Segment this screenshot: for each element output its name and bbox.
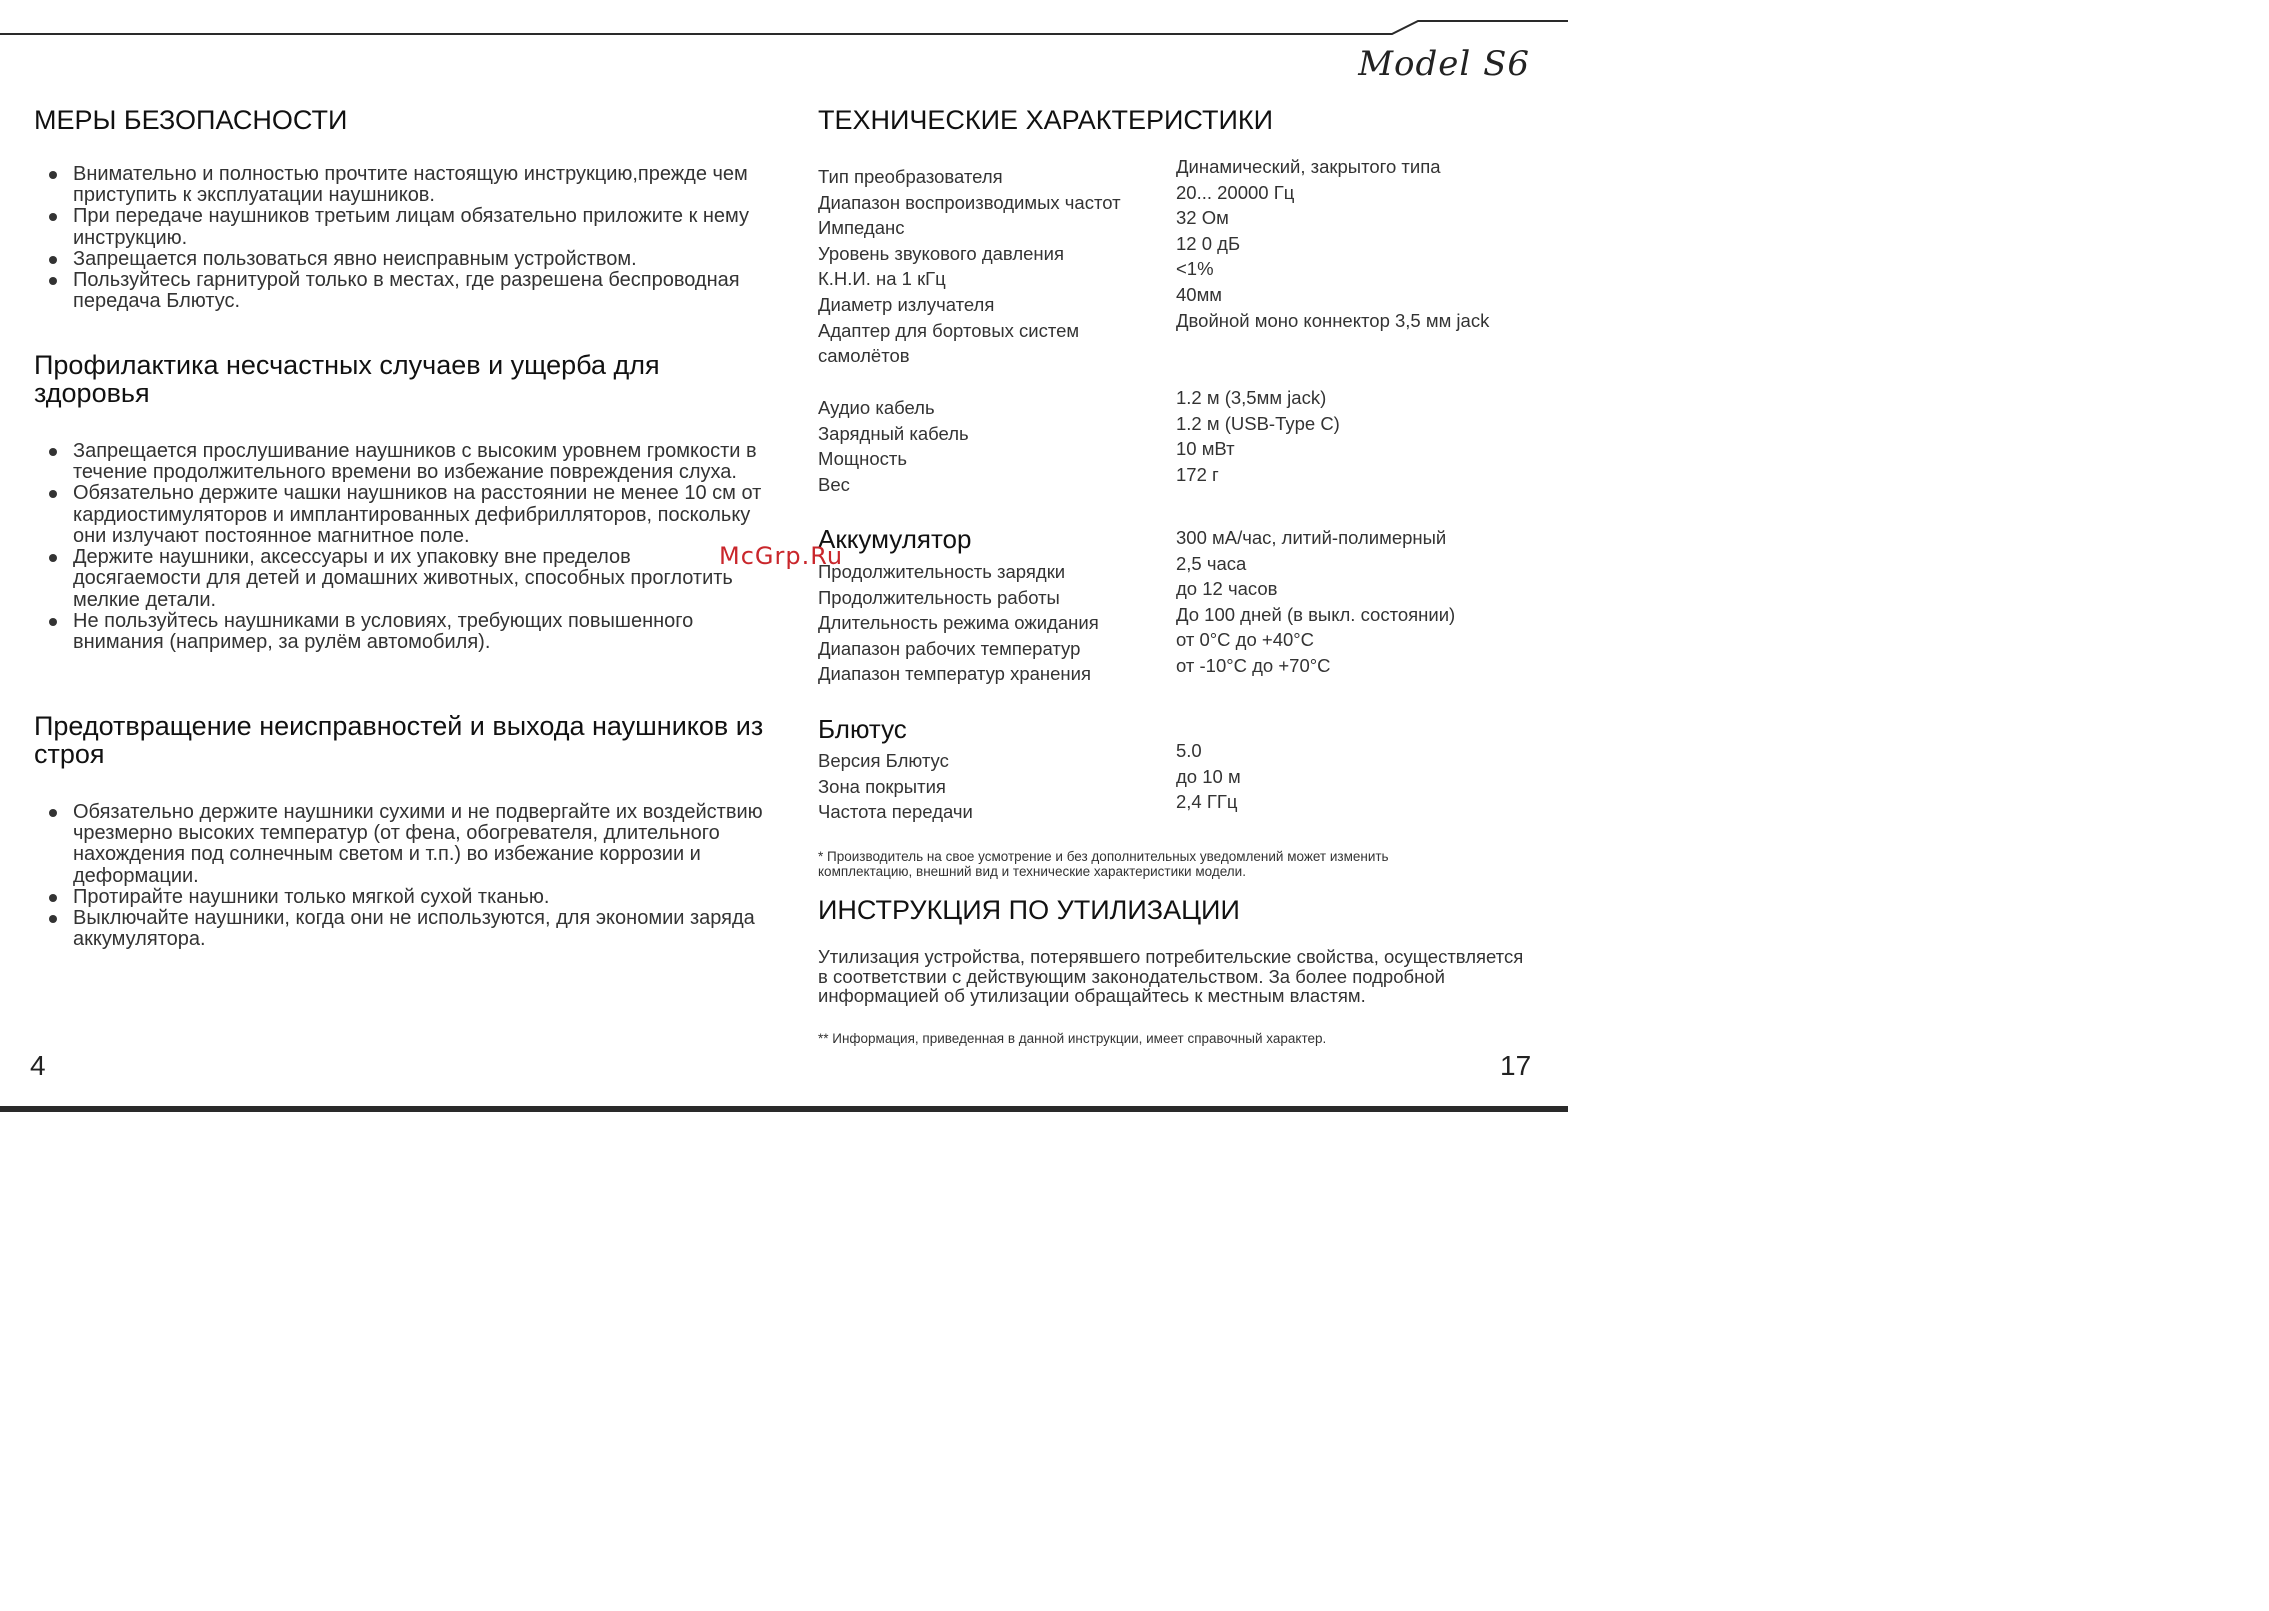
page-number-right: 17 xyxy=(1500,1050,1532,1081)
spec-value: Динамический, закрытого типа xyxy=(1176,156,1441,177)
spec-value: Двойной моно коннектор 3,5 мм jack xyxy=(1176,309,1490,331)
safety-heading: МЕРЫ БЕЗОПАСНОСТИ xyxy=(34,105,348,135)
cable-spec-values xyxy=(1176,385,1340,487)
prevention-section xyxy=(34,351,764,654)
spec-value: 2,5 часа xyxy=(1176,552,1247,574)
spec-label: Длительность режима ожидания xyxy=(818,612,1099,634)
prevention-heading: Профилактика несчастных случаев и ущерба для здоровья xyxy=(34,350,660,409)
general-spec-values xyxy=(1176,154,1489,333)
list-item: Выключайте наушники, когда они не используются, для экономии заряда аккумулятора. xyxy=(34,908,764,951)
battery-spec-values xyxy=(1176,525,1455,679)
spec-label: Частота передачи xyxy=(818,801,973,823)
spec-value: от -10°C до +70°C xyxy=(1176,654,1331,676)
spec-label: Диапазон рабочих температур xyxy=(818,637,1081,659)
spec-label: Вес xyxy=(818,473,850,495)
footer-rule xyxy=(0,1106,1568,1112)
header-rule xyxy=(0,0,1568,40)
damage-heading: Предотвращение неисправностей и выхода наушников из строя xyxy=(34,711,764,770)
spec-value: До 100 дней (в выкл. состоянии) xyxy=(1176,603,1456,625)
spec-label: Диапазон температур хранения xyxy=(818,663,1091,685)
spec-value: до 10 м xyxy=(1176,765,1241,787)
spec-value: 1.2 м (USB-Type C) xyxy=(1176,412,1340,434)
spec-label: Версия Блютус xyxy=(818,750,949,771)
spec-value: <1% xyxy=(1176,258,1214,280)
spec-value: 12 0 дБ xyxy=(1176,232,1241,254)
site-watermark: McGrp.Ru xyxy=(719,542,844,570)
list-item: При передаче наушников третьим лицам обязательно приложите к нему инструкцию. xyxy=(34,206,764,249)
spec-label: Уровень звукового давления xyxy=(818,242,1064,264)
spec-value: 172 г xyxy=(1176,463,1219,485)
damage-section xyxy=(34,712,764,951)
spec-value: 10 мВт xyxy=(1176,438,1235,460)
spec-label: Диаметр излучателя xyxy=(818,293,995,315)
spec-label: Импеданс xyxy=(818,217,905,239)
spec-label: Мощность xyxy=(818,448,907,470)
prevention-list xyxy=(34,441,764,654)
list-item: Пользуйтесь гарнитурой только в местах, где разрешена беспроводная передача Блютус. xyxy=(34,270,764,313)
spec-label: самолётов xyxy=(818,345,910,367)
reference-footnote: ** Информация, приведенная в данной инструкции, имеет справочный характер. xyxy=(818,1031,1327,1046)
specs-heading: ТЕХНИЧЕСКИЕ ХАРАКТЕРИСТИКИ xyxy=(818,105,1274,135)
spec-value: 1.2 м (3,5мм jack) xyxy=(1176,387,1327,408)
spec-label: Аудио кабель xyxy=(818,397,935,418)
list-item: Запрещается пользоваться явно неисправным устройством. xyxy=(34,249,764,270)
bluetooth-spec-values xyxy=(1176,738,1241,815)
list-item: Внимательно и полностью прочтите настоящую инструкцию,прежде чем приступить к эксплуатации наушников. xyxy=(34,164,764,207)
spec-label: Продолжительность зарядки xyxy=(818,561,1066,582)
list-item: Держите наушники, аксессуары и их упаковку вне пределов досягаемости для детей и домашних животных, способных проглотить мелкие детали. xyxy=(34,547,764,611)
spec-value: 300 мА/час, литий-полимерный xyxy=(1176,527,1447,548)
disposal-text: Утилизация устройства, потерявшего потребительские свойства, осуществляется в соответствии с действующим законодательством. За более подробной информацией об утилизации обращайтесь к местным властям. xyxy=(818,946,1524,1006)
spec-value: до 12 часов xyxy=(1176,578,1278,600)
list-item: Запрещается прослушивание наушников с высоким уровнем громкости в течение продолжительного времени во избежание повреждения слуха. xyxy=(34,441,764,484)
disposal-heading: ИНСТРУКЦИЯ ПО УТИЛИЗАЦИИ xyxy=(818,895,1240,925)
spec-label: Диапазон воспроизводимых частот xyxy=(818,191,1121,213)
list-item: Обязательно держите наушники сухими и не подвергайте их воздействию чрезмерно высоких температур (от фена, обогревателя, длительного нахождения под солнечным светом и т.п.) во избежание коррозии и деформации. xyxy=(34,802,764,887)
list-item: Обязательно держите чашки наушников на расстоянии не менее 10 см от кардиостимуляторов и имплантированных дефибрилляторов, поскольку они излучают постоянное магнитное поле. xyxy=(34,483,764,547)
manufacturer-footnote: * Производитель на свое усмотрение и без дополнительных уведомлений может изменить комплектацию, внешний вид и технические характеристики модели. xyxy=(818,849,1389,879)
bluetooth-heading: Блютус xyxy=(818,714,907,744)
spec-value: 2,4 ГГц xyxy=(1176,791,1238,813)
spec-label: Тип преобразователя xyxy=(818,166,1003,187)
battery-heading: Аккумулятор xyxy=(818,524,972,554)
list-item: Не пользуйтесь наушниками в условиях, требующих повышенного внимания (например, за рулём автомобиля). xyxy=(34,611,764,654)
spec-label: Адаптер для бортовых систем xyxy=(818,319,1080,341)
page-number-left: 4 xyxy=(30,1050,46,1081)
battery-spec-labels xyxy=(818,559,1099,687)
model-logo: Model S6 xyxy=(1358,44,1530,84)
spec-label: Продолжительность работы xyxy=(818,586,1060,608)
spec-value: от 0°C до +40°C xyxy=(1176,629,1315,651)
spec-label: Зона покрытия xyxy=(818,775,946,797)
safety-list xyxy=(34,164,764,313)
cable-spec-labels xyxy=(818,395,969,497)
spec-label: К.Н.И. на 1 кГц xyxy=(818,268,946,290)
damage-list xyxy=(34,802,764,951)
spec-label: Зарядный кабель xyxy=(818,422,969,444)
list-item: Протирайте наушники только мягкой сухой тканью. xyxy=(34,887,764,908)
general-spec-labels xyxy=(818,164,1121,369)
spec-value: 32 Ом xyxy=(1176,207,1229,229)
spec-value: 20... 20000 Гц xyxy=(1176,181,1295,203)
safety-section xyxy=(34,106,764,313)
spec-value: 5.0 xyxy=(1176,740,1202,761)
bluetooth-spec-labels xyxy=(818,748,973,825)
spec-value: 40мм xyxy=(1176,283,1223,305)
